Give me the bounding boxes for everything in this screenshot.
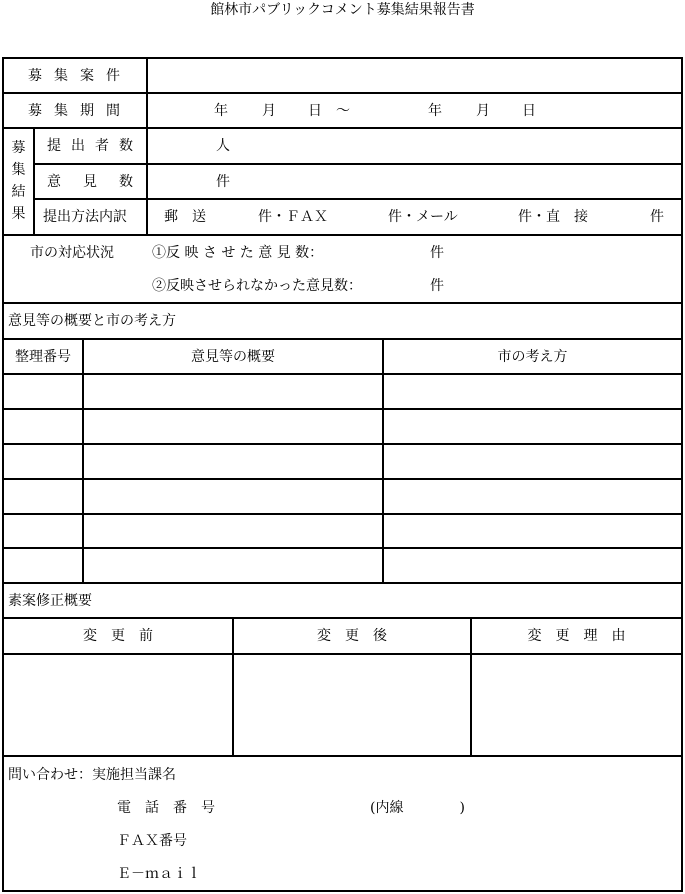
period-month-end: 月	[476, 102, 490, 119]
frame-right	[681, 57, 683, 892]
period-tilde: ～	[336, 102, 350, 119]
method-postal: 郵 送	[164, 209, 206, 225]
contact-extension-label: (内線 )	[370, 800, 465, 816]
col-divider	[82, 338, 84, 584]
reflected-count-label: ①反 映 さ せ た 意 見 数：	[152, 245, 324, 261]
contact-heading: 問い合わせ：実施担当課名	[8, 767, 176, 783]
row-divider	[2, 443, 683, 445]
response-label: 市の対応状況	[30, 245, 114, 261]
period-year-start: 年	[214, 102, 228, 119]
contact-phone-label: 電 話 番 号	[117, 800, 215, 816]
period-year-end: 年	[428, 102, 442, 119]
submitters-label: 提 出 者 数	[47, 138, 133, 154]
col-after-header: 変 更 後	[317, 628, 387, 644]
col-divider	[382, 338, 384, 584]
document-title: 館林市パブリックコメント募集結果報告書	[210, 2, 475, 18]
col-city-view-header: 市の考え方	[497, 348, 568, 365]
method-direct-unit: 件	[650, 209, 664, 225]
row-divider	[2, 513, 683, 515]
contact-email-label: Ｅ－ｍａｉｌ	[117, 866, 201, 882]
col-divider	[146, 57, 148, 236]
opinions-label: 意 見 数	[47, 173, 133, 190]
revision-section-heading: 素案修正概要	[8, 592, 92, 609]
method-email: 件・メール	[388, 209, 458, 225]
row-divider	[2, 408, 683, 410]
opinions-section-heading: 意見等の概要と市の考え方	[8, 313, 176, 329]
period-day-end: 日	[522, 102, 536, 119]
row-divider	[2, 373, 683, 375]
period-month-start: 月	[262, 102, 276, 119]
frame-bottom	[2, 890, 683, 892]
row-divider	[2, 582, 683, 584]
submitters-unit: 人	[216, 138, 230, 154]
col-number-header: 整理番号	[15, 348, 71, 365]
row-divider	[2, 653, 683, 655]
row-divider	[2, 755, 683, 757]
row-divider	[2, 478, 683, 480]
method-fax: 件・ＦＡＸ	[258, 209, 328, 225]
reflected-count-unit: 件	[430, 245, 444, 261]
row-divider	[2, 547, 683, 549]
method-label: 提出方法内訳	[43, 209, 127, 225]
period-label: 募 集 期 間	[28, 102, 120, 119]
opinions-unit: 件	[216, 173, 230, 190]
case-label: 募 集 案 件	[28, 67, 120, 84]
period-day-start: 日	[308, 102, 322, 119]
contact-fax-label: ＦＡＸ番号	[117, 833, 187, 849]
not-reflected-count-label: ②反映させられなかった意見数：	[152, 278, 362, 294]
col-before-header: 変 更 前	[83, 628, 153, 644]
result-label: 募 集 結 果	[11, 140, 26, 222]
method-direct: 件・直 接	[518, 209, 588, 225]
col-summary-header: 意見等の概要	[191, 348, 275, 365]
col-reason-header: 変 更 理 由	[527, 628, 626, 644]
col-divider	[33, 127, 35, 236]
not-reflected-count-unit: 件	[430, 278, 444, 294]
